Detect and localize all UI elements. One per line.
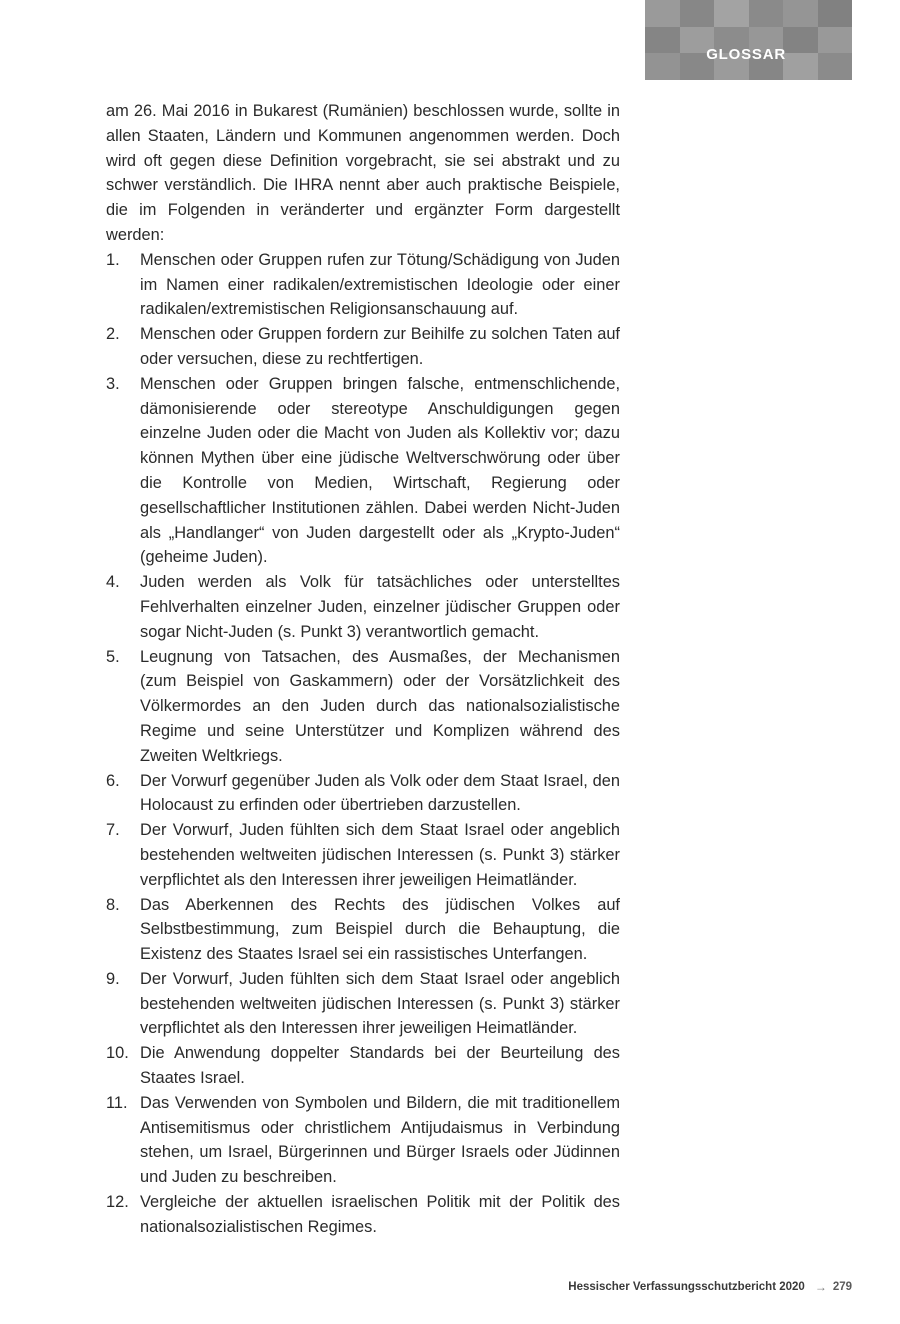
list-item-number: 2.: [106, 325, 120, 344]
list-item: [106, 818, 620, 892]
list-item-text: Leugnung von Tatsachen, des Ausmaßes, der Mechanismen (zum Beispiel von Gaskammern) oder der Vorsätzlichkeit des Völkermordes an den Juden durch das nationalsozialistische Regime und seine Unterstützer und Komplizen während des Zweiten Weltkriegs.: [140, 647, 620, 765]
page-footer: [568, 1280, 852, 1294]
list-item-text: Das Verwenden von Symbolen und Bildern, die mit traditionellem Antisemitismus oder christlichem Antijudaismus in Verbindung stehen, um Israel, Bürgerinnen und Bürger Israels oder Jüdinnen und Juden zu beschreiben.: [140, 1093, 620, 1187]
list-item-number: 10.: [106, 1044, 129, 1063]
list-item: [106, 570, 620, 644]
list-item: [106, 893, 620, 967]
list-item-number: 4.: [106, 573, 120, 592]
list-item-text: Die Anwendung doppelter Standards bei der Beurteilung des Staates Israel.: [140, 1044, 620, 1088]
list-item-number: 1.: [106, 250, 120, 269]
publication-title: Hessischer Verfassungsschutzbericht 2020: [568, 1281, 805, 1293]
list-item: [106, 372, 620, 570]
list-item: [106, 769, 620, 819]
list-item-text: Der Vorwurf gegenüber Juden als Volk oder dem Staat Israel, den Holocaust zu erfinden oder übertrieben darzustellen.: [140, 771, 620, 815]
list-item-number: 8.: [106, 895, 120, 914]
list-item: [106, 645, 620, 769]
example-list: [106, 248, 620, 1240]
arrow-right-icon: →: [814, 1280, 827, 1294]
list-item: [106, 1091, 620, 1190]
intro-paragraph: am 26. Mai 2016 in Bukarest (Rumänien) beschlossen wurde, sollte in allen Staaten, Ländern und Kommunen angenommen werden. Doch wird oft gegen diese Definition vorgebracht, sie sei abstrakt und zu schwer verständlich. Die IHRA nennt aber auch praktische Beispiele, die im Folgenden in veränderter und ergänzter Form dargestellt werden:: [106, 102, 620, 244]
page-number: 279: [832, 1281, 852, 1293]
list-item: [106, 1041, 620, 1091]
list-item-text: Das Aberkennen des Rechts des jüdischen Volkes auf Selbstbestimmung, zum Beispiel durch die Behauptung, die Existenz des Staates Israel sei ein rassistisches Unterfangen.: [140, 895, 620, 964]
list-item-text: Menschen oder Gruppen bringen falsche, entmenschlichende, dämonisierende oder stereotype Anschuldigungen gegen einzelne Juden oder die Macht von Juden als Kollektiv vor; dazu können Mythen über eine jüdische Weltverschwörung oder über die Kontrolle von Medien, Wirtschaft, Regierung oder gesellschaftlicher Institutionen zählen. Dabei werden Nicht-Juden als „Handlanger“ von Juden dargestellt oder als „Krypto-Juden“ (geheime Juden).: [140, 374, 620, 567]
list-item: [106, 248, 620, 322]
body-text: [106, 99, 620, 1240]
list-item-text: Menschen oder Gruppen fordern zur Beihilfe zu solchen Taten auf oder versuchen, diese zu rechtfertigen.: [140, 325, 620, 368]
list-item-number: 3.: [106, 374, 120, 393]
list-item: [106, 322, 620, 372]
list-item-text: Menschen oder Gruppen rufen zur Tötung/Schädigung von Juden im Namen einer radikalen/extremistischen Ideologie oder einer radikalen/extremistischen Religionsanschauung auf.: [140, 250, 620, 319]
list-item-text: Der Vorwurf, Juden fühlten sich dem Staat Israel oder angeblich bestehenden weltweiten jüdischen Interessen (s. Punkt 3) stärker verpflichtet als den Interessen ihrer jeweiligen Heimatländer.: [140, 969, 620, 1038]
list-item-number: 9.: [106, 969, 120, 988]
list-item-text: Der Vorwurf, Juden fühlten sich dem Staat Israel oder angeblich bestehenden weltweiten jüdischen Interessen (s. Punkt 3) stärker verpflichtet als den Interessen ihrer jeweiligen Heimatländer.: [140, 821, 620, 889]
tab-mosaic-pattern: [645, 0, 852, 80]
list-item-number: 11.: [106, 1093, 128, 1112]
list-item-text: Juden werden als Volk für tatsächliches oder unterstelltes Fehlverhalten einzelner Juden, einzelner jüdischer Gruppen oder sogar Nicht-Juden (s. Punkt 3) verantwortlich gemacht.: [140, 573, 620, 641]
list-item-number: 7.: [106, 821, 120, 840]
list-item: [106, 1190, 620, 1240]
list-item: [106, 967, 620, 1041]
list-item-number: 12.: [106, 1193, 129, 1212]
section-label: GLOSSAR: [706, 46, 786, 63]
list-item-number: 5.: [106, 647, 120, 666]
section-tab: [645, 0, 852, 80]
list-item-text: Vergleiche der aktuellen israelischen Politik mit der Politik des nationalsozialistischen Regimes.: [140, 1193, 620, 1236]
list-item-number: 6.: [106, 771, 120, 790]
